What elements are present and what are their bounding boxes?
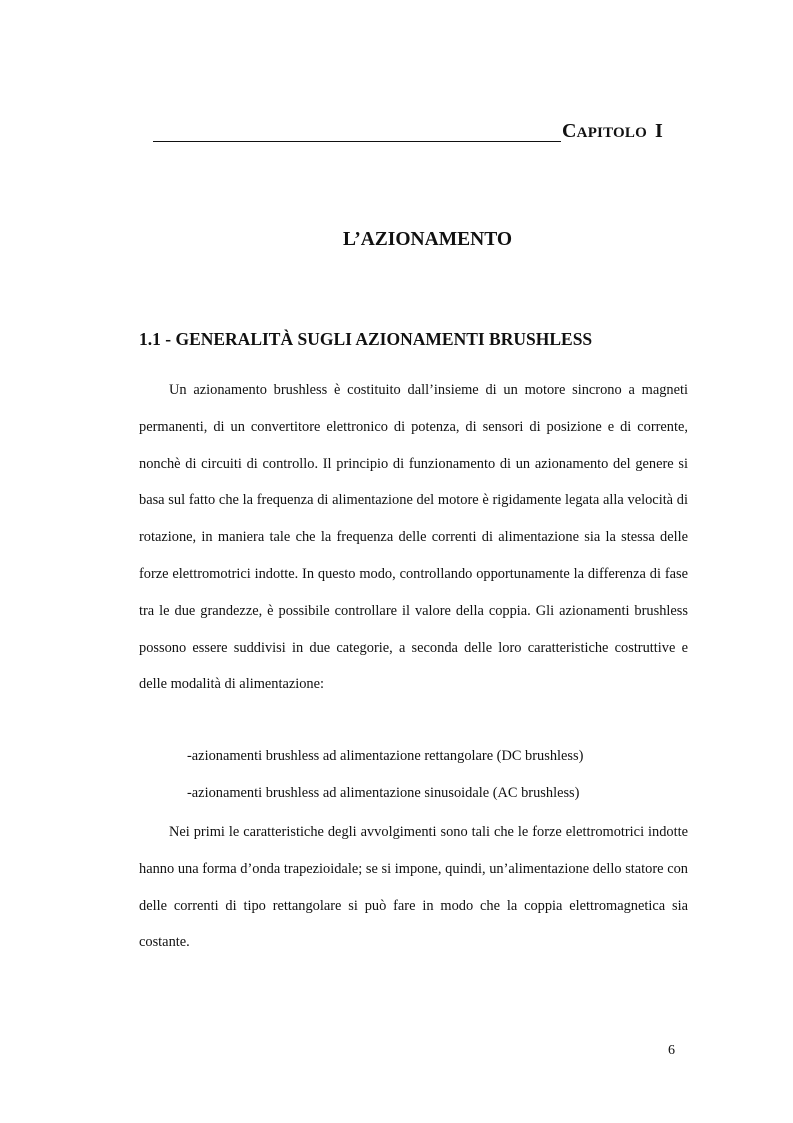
paragraph-2-text: Nei primi le caratteristiche degli avvolgimenti sono tali che le forze elettromotrici indotte hanno una forma d’onda trapezioidale; se si impone, quindi, un’alimentazione dello statore con delle correnti di tipo rettangolare si può fare in modo che la coppia elettromagnetica sia costante. xyxy=(139,824,688,951)
section-heading: 1.1 - GENERALITÀ SUGLI AZIONAMENTI BRUSHLESS xyxy=(139,329,593,349)
list-item-2: -azionamenti brushless ad alimentazione sinusoidale (AC brushless) xyxy=(187,785,580,801)
paragraph-1-text: Un azionamento brushless è costituito dall’insieme di un motore sincrono a magneti permanenti, di un convertitore elettronico di potenza, di sensori di posizione e di corrente, nonchè di circuiti di controllo. Il principio di funzionamento di un azionamento del genere si basa sul fatto che la frequenza di alimentazione del motore è rigidamente legata alla velocità di rotazione, in maniera tale che la frequenza delle correnti di alimentazione sia la stessa delle forze elettromotrici indotte. In questo modo, controllando opportunamente la differenza di fase tra le due grandezze, è possibile controllare il valore della coppia. Gli azionamenti brushless possono essere suddivisi in due categorie, a seconda delle loro caratteristiche costruttive e delle modalità di alimentazione: xyxy=(139,382,688,693)
chapter-header xyxy=(153,120,673,146)
chapter-header-rule xyxy=(153,141,561,142)
chapter-number: I xyxy=(654,120,663,142)
chapter-label-rest: APITOLO xyxy=(576,125,647,141)
page-number: 6 xyxy=(668,1043,675,1058)
body-paragraph-1 xyxy=(139,372,688,703)
list-item-1: -azionamenti brushless ad alimentazione rettangolare (DC brushless) xyxy=(187,748,584,764)
chapter-title: L’AZIONAMENTO xyxy=(343,229,513,250)
body-paragraph-2 xyxy=(139,814,688,961)
chapter-label-initial: C xyxy=(562,120,577,142)
chapter-label xyxy=(562,120,663,143)
